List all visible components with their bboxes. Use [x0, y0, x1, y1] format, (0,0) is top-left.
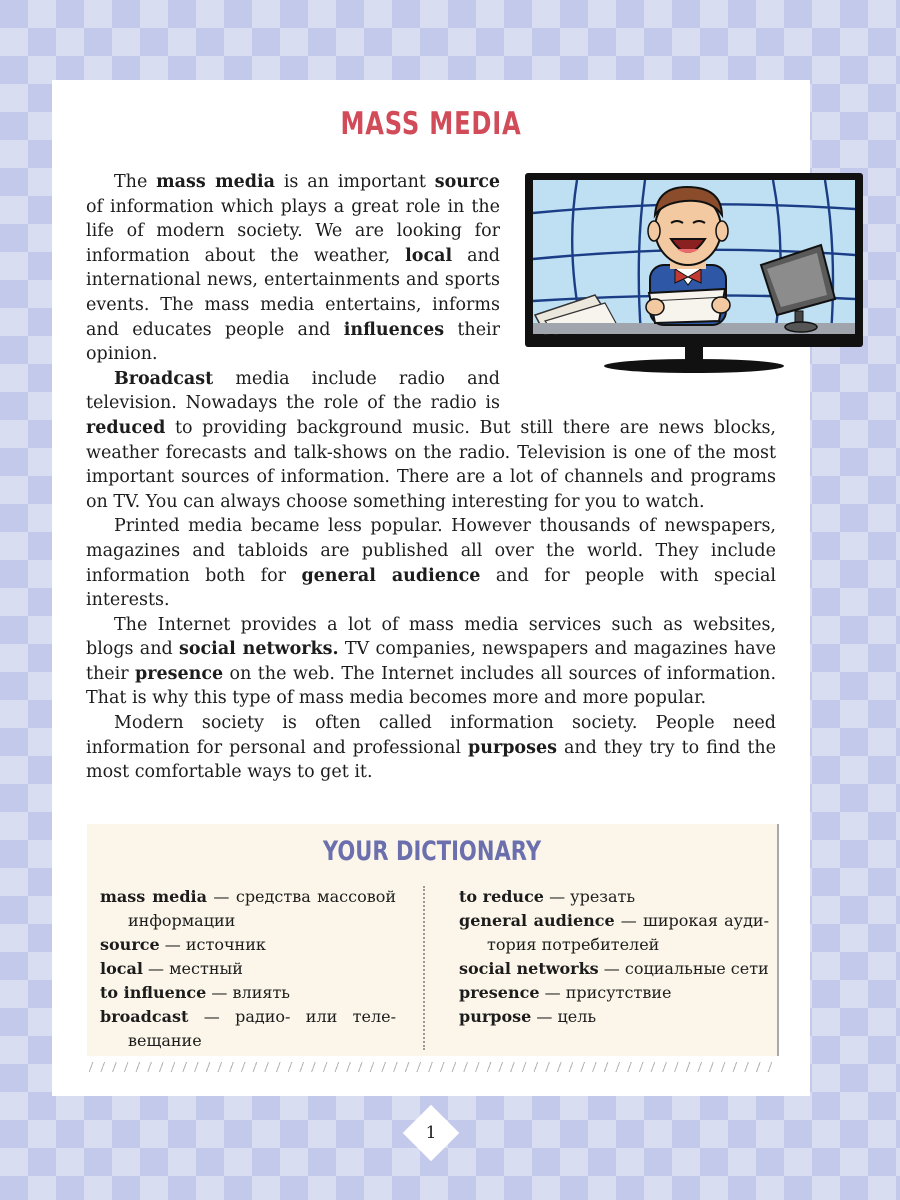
dictionary-column-right	[459, 885, 769, 1029]
article-paragraph: Broadcast media include radio and television. Nowadays the role of the radio is reduced to providing background music. But still there are news blocks, weather forecasts and talk-shows on the radio. Television is one of the most important sources of information. There are a lot of channels and programs on TV. You can always choose something interesting for you to watch.	[86, 368, 776, 512]
page-title: MASS MEDIA	[340, 106, 522, 142]
dictionary-entry: mass media — средства массовой информации	[100, 887, 397, 930]
dictionary-entry: to influence — влиять	[100, 983, 291, 1002]
page	[52, 80, 810, 1096]
article-paragraph: The mass media is an important source of information which plays a great role in the life of modern society. We are looking for information about the weather, local and international news, entertainments and sports events. The mass media entertains, informs and educates people and influences their opinion.	[86, 172, 501, 365]
key-term: reduced	[86, 417, 166, 438]
article-paragraph: Modern society is often called information society. People need information for personal and professional purposes and they try to find the most comfortable ways to get it.	[86, 713, 776, 783]
dictionary-entry: social networks — социальные сети	[459, 959, 769, 978]
dictionary-entry: purpose — цель	[459, 1007, 597, 1026]
dictionary-entry: presence — присутствие	[459, 983, 672, 1002]
dictionary-entry: general audience — широкая аудитория потребителей	[459, 911, 769, 954]
key-term: social networks.	[178, 639, 339, 660]
key-term: general audience	[301, 565, 481, 586]
dictionary-column-left	[100, 885, 396, 1053]
dictionary-entry: broadcast — радио- или телевещание	[100, 1007, 396, 1050]
key-term: Broadcast	[114, 368, 214, 389]
dictionary-tick-strip	[87, 1062, 777, 1072]
key-term: source	[434, 172, 500, 192]
key-term: mass media	[156, 172, 275, 192]
key-term: presence	[135, 663, 224, 684]
article-paragraph: The Internet provides a lot of mass media services such as websites, blogs and social networks. TV companies, newspapers and magazines have their presence on the web. The Internet includes all sources of information. That is why this type of mass media becomes more and more popular.	[86, 614, 777, 709]
key-term: local	[405, 245, 453, 266]
article-paragraph: Printed media became less popular. However thousands of newspapers, magazines and tabloids are published all over the world. They include information both for general audience and for people with special interests.	[86, 516, 776, 611]
dictionary-edge-line	[777, 824, 779, 1056]
page-number: 1	[425, 1123, 437, 1143]
dictionary-entry: source — источник	[100, 935, 266, 954]
key-term: purposes	[468, 737, 557, 758]
dictionary-entry: local — местный	[100, 959, 243, 978]
dictionary-title: YOUR DICTIONARY	[322, 836, 542, 867]
dictionary-divider	[423, 886, 425, 1050]
key-term: influences	[343, 319, 445, 340]
article-text	[86, 170, 776, 785]
dictionary-entry: to reduce — урезать	[459, 887, 636, 906]
dictionary-box	[87, 824, 777, 1056]
